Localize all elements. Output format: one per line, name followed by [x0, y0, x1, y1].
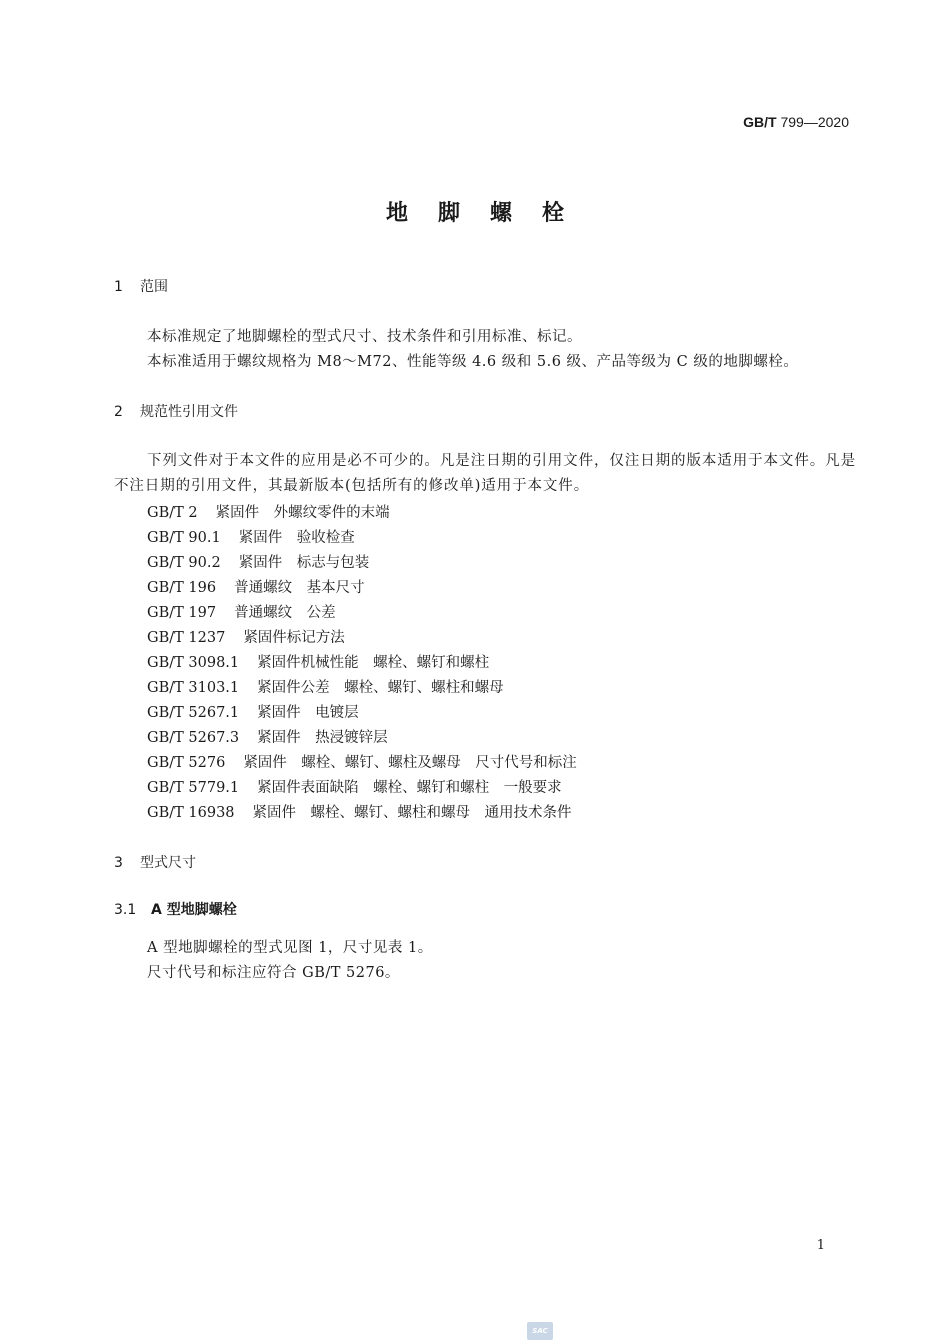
reference-item: [147, 526, 355, 547]
reference-title: 紧固件 外螺纹零件的末端: [215, 505, 390, 521]
reference-title: 普通螺纹 基本尺寸: [234, 580, 365, 596]
reference-title: 紧固件 螺栓、螺钉、螺柱和螺母 通用技术条件: [252, 805, 572, 821]
type-a-paragraph-1: A 型地脚螺栓的型式见图 1，尺寸见表 1。: [147, 940, 433, 956]
reference-title: 紧固件表面缺陷 螺栓、螺钉和螺柱 一般要求: [257, 780, 562, 796]
section-number: 1: [114, 279, 123, 295]
section-number: 3: [114, 855, 123, 871]
reference-title: 紧固件标记方法: [243, 630, 345, 646]
reference-code: GB/T 16938: [147, 805, 235, 821]
reference-title: 紧固件公差 螺栓、螺钉、螺柱和螺母: [257, 680, 504, 696]
reference-code: GB/T 5276: [147, 755, 226, 771]
reference-item: [147, 701, 359, 722]
reference-code: GB/T 5267.1: [147, 705, 240, 721]
standard-code: 799—2020: [780, 114, 849, 130]
type-a-paragraph-2: 尺寸代号和标注应符合 GB/T 5276。: [147, 965, 400, 981]
reference-item: [147, 801, 572, 822]
reference-code: GB/T 197: [147, 605, 217, 621]
reference-title: 紧固件 标志与包装: [238, 555, 370, 571]
reference-item: [147, 501, 390, 522]
reference-title: 紧固件 电镀层: [257, 705, 359, 721]
reference-title: 紧固件 热浸镀锌层: [257, 730, 388, 746]
reference-item: [147, 651, 489, 672]
section-number: 3.1: [114, 902, 137, 918]
reference-item: [147, 601, 336, 622]
reference-title: 紧固件 验收检查: [238, 530, 355, 546]
section-number: 2: [114, 404, 123, 420]
reference-title: 普通螺纹 公差: [234, 605, 336, 621]
reference-item: [147, 626, 345, 647]
reference-item: [147, 576, 365, 597]
references-intro: 下列文件对于本文件的应用是必不可少的。凡是注日期的引用文件，仅注日期的版本适用于本文件。凡是不注日期的引用文件，其最新版本(包括所有的修改单)适用于本文件。: [114, 453, 856, 494]
standard-number: [743, 114, 849, 130]
reference-code: GB/T 1237: [147, 630, 226, 646]
document-title: 地脚螺栓: [385, 201, 594, 226]
reference-item: [147, 551, 369, 572]
reference-code: GB/T 2: [147, 505, 198, 521]
scope-paragraph-1: 本标准规定了地脚螺栓的型式尺寸、技术条件和引用标准、标记。: [147, 329, 582, 345]
page-number: 1: [816, 1238, 825, 1253]
section-title: 型式尺寸: [140, 855, 196, 871]
scope-paragraph-2: 本标准适用于螺纹规格为 M8～M72、性能等级 4.6 级和 5.6 级、产品等级为 C 级的地脚螺栓。: [147, 354, 799, 370]
section-heading-2: [114, 401, 238, 421]
reference-code: GB/T 90.2: [147, 555, 221, 571]
section-title: A 型地脚螺栓: [151, 902, 237, 918]
sac-watermark-logo: SAC: [527, 1322, 553, 1340]
reference-title: 紧固件 螺栓、螺钉、螺柱及螺母 尺寸代号和标注: [243, 755, 577, 771]
reference-item: [147, 726, 388, 747]
standard-prefix: GB/T: [743, 114, 777, 130]
reference-item: [147, 751, 577, 772]
reference-code: GB/T 5779.1: [147, 780, 240, 796]
section-title: 规范性引用文件: [140, 404, 238, 420]
reference-code: GB/T 5267.3: [147, 730, 240, 746]
reference-code: GB/T 196: [147, 580, 217, 596]
reference-code: GB/T 3103.1: [147, 680, 240, 696]
reference-code: GB/T 3098.1: [147, 655, 240, 671]
reference-item: [147, 776, 562, 797]
reference-item: [147, 676, 504, 697]
section-heading-1: [114, 276, 168, 296]
section-title: 范围: [140, 279, 168, 295]
subsection-heading-3-1: [114, 899, 237, 919]
section-heading-3: [114, 852, 196, 872]
reference-title: 紧固件机械性能 螺栓、螺钉和螺柱: [257, 655, 490, 671]
reference-code: GB/T 90.1: [147, 530, 221, 546]
